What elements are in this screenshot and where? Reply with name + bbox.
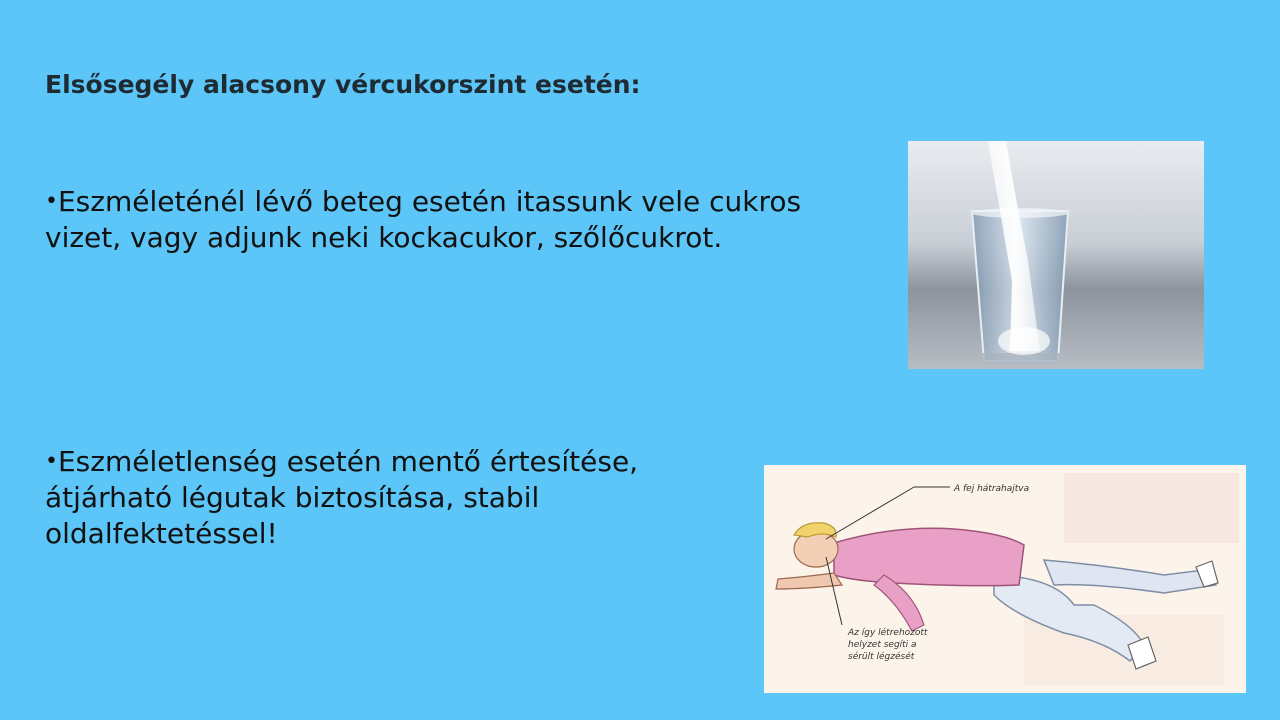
illustration-label-breathing-1: Az így létrehozott: [848, 628, 928, 638]
illustration-label-breathing-3: sérült légzését: [848, 652, 915, 662]
sugar-water-photo: [908, 141, 1204, 369]
bullet-unconscious: [45, 444, 745, 552]
sugar-glass-illustration: [908, 141, 1204, 369]
recovery-position-illustration: [764, 465, 1246, 693]
bullet-marker: •: [45, 189, 58, 214]
bullet-text: Eszméleténél lévő beteg esetén itassunk vele cukros vizet, vagy adjunk neki kockacukor, szőlőcukrot.: [45, 185, 802, 254]
bullet-conscious: [45, 184, 815, 256]
illustration-label-head: A fej hátrahajtva: [954, 484, 1030, 494]
slide-title: Elsősegély alacsony vércukorszint esetén:: [45, 70, 641, 99]
bullet-text: Eszméletlenség esetén mentő értesítése, átjárható légutak biztosítása, stabil oldalfektetéssel!: [45, 445, 639, 550]
illustration-label-breathing-2: helyzet segíti a: [848, 640, 917, 650]
bullet-marker: •: [45, 449, 58, 474]
recovery-position-drawing: [764, 465, 1246, 693]
